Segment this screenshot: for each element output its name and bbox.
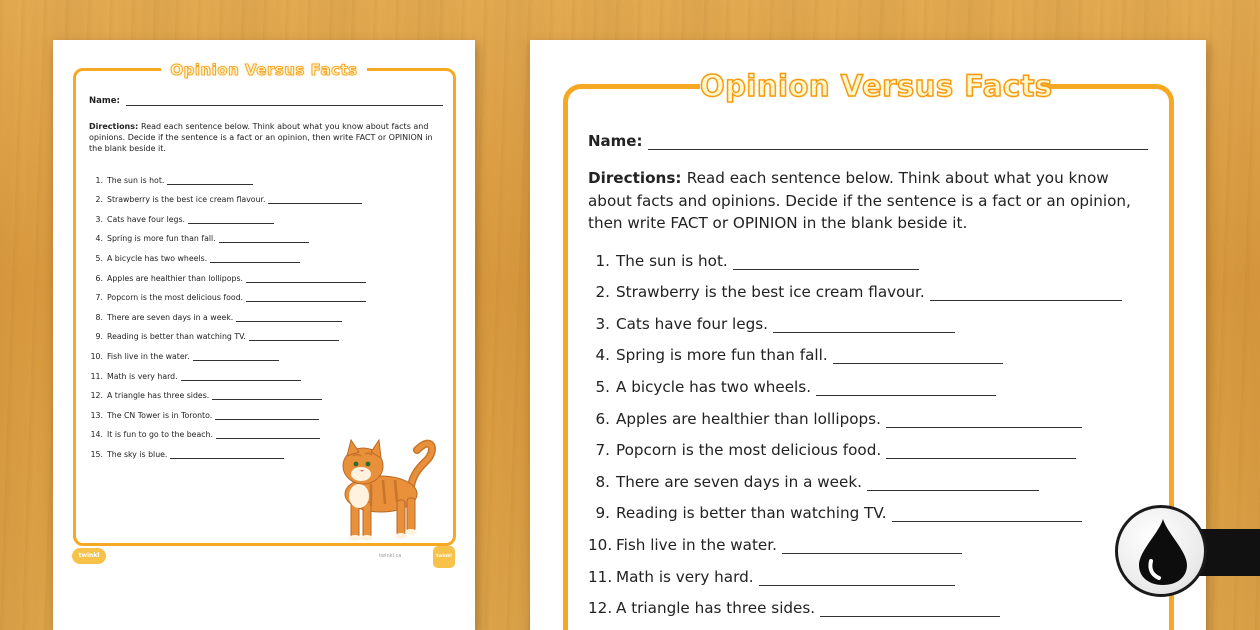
name-label: Name:: [89, 96, 120, 106]
question-item: 6. Apples are healthier than lollipops.: [588, 396, 1122, 428]
question-item: 4. Spring is more fun than fall.: [89, 224, 366, 244]
question-item: 11. Math is very hard.: [588, 554, 1122, 586]
answer-blank: [773, 332, 955, 333]
answer-blank: [892, 521, 1082, 522]
answer-blank: [249, 340, 339, 341]
answer-blank: [930, 300, 1122, 301]
question-item: 3. Cats have four legs.: [588, 301, 1122, 333]
answer-blank: [886, 458, 1076, 459]
footer-site-text: twinkl.ca: [379, 553, 402, 559]
question-list: [89, 165, 366, 459]
answer-blank: [215, 419, 319, 420]
question-item: 8. There are seven days in a week.: [588, 459, 1122, 491]
question-item: 4. Spring is more fun than fall.: [588, 333, 1122, 365]
answer-blank: [181, 380, 301, 381]
directions: [588, 167, 1148, 235]
name-line: [126, 105, 443, 106]
answer-blank: [167, 184, 253, 185]
worksheet-preview-small: [53, 40, 475, 630]
footer-badge: twinkl: [433, 546, 455, 568]
question-item: 7. Popcorn is the most delicious food.: [89, 283, 366, 303]
answer-blank: [733, 269, 919, 270]
question-item: 1. The sun is hot.: [588, 238, 1122, 270]
answer-blank: [188, 223, 274, 224]
question-item: 9. Reading is better than watching TV.: [588, 491, 1122, 523]
worksheet-title: Opinion Versus Facts: [700, 69, 1053, 103]
answer-blank: [816, 395, 996, 396]
directions-text: Read each sentence below. Think about what you know about facts and opinions. Decide if the sentence is a fact or an opinion, then write FACT or OPINION in the blank beside it.: [89, 122, 433, 153]
question-item: 2. Strawberry is the best ice cream flavour.: [588, 270, 1122, 302]
answer-blank: [759, 585, 955, 586]
worksheet-preview-large: [530, 40, 1206, 630]
answer-blank: [219, 242, 309, 243]
question-item: 14. It is fun to go to the beach.: [89, 420, 366, 440]
answer-blank: [210, 262, 300, 263]
ink-drop-icon: [1137, 517, 1189, 587]
name-line: [648, 149, 1148, 150]
answer-blank: [193, 360, 279, 361]
question-item: 1. The sun is hot.: [89, 165, 366, 185]
directions: [89, 121, 439, 154]
answer-blank: [833, 363, 1003, 364]
directions-label: Directions:: [89, 122, 141, 131]
question-item: 5. A bicycle has two wheels.: [89, 243, 366, 263]
question-item: 2. Strawberry is the best ice cream flavour.: [89, 185, 366, 205]
question-item: 9. Reading is better than watching TV.: [89, 322, 366, 342]
title-banner: [700, 66, 1053, 106]
answer-blank: [820, 616, 1000, 617]
answer-blank: [867, 490, 1039, 491]
name-field: [588, 132, 1148, 150]
question-item: 6. Apples are healthier than lollipops.: [89, 263, 366, 283]
worksheet-title: Opinion Versus Facts: [170, 61, 358, 79]
name-field: [89, 96, 443, 106]
answer-blank: [886, 427, 1082, 428]
directions-text: Read each sentence below. Think about what you know about facts and opinions. Decide if the sentence is a fact or an opinion, then write FACT or OPINION in the blank beside it.: [588, 169, 1131, 232]
answer-blank: [212, 399, 322, 400]
twinkl-logo: twinkl: [72, 548, 106, 564]
answer-blank: [246, 282, 366, 283]
directions-label: Directions:: [588, 169, 687, 187]
answer-blank: [782, 553, 962, 554]
question-item: 5. A bicycle has two wheels.: [588, 364, 1122, 396]
question-item: 8. There are seven days in a week.: [89, 302, 366, 322]
question-item: 3. Cats have four legs.: [89, 204, 366, 224]
question-item: 15. The sky is blue.: [89, 439, 366, 459]
answer-blank: [268, 203, 362, 204]
question-item: 10. Fish live in the water.: [588, 522, 1122, 554]
answer-blank: [236, 321, 342, 322]
question-item: 12. A triangle has three sides.: [588, 586, 1122, 618]
question-item: 10. Fish live in the water.: [89, 341, 366, 361]
cat-illustration: [299, 432, 439, 544]
name-label: Name:: [588, 132, 643, 150]
question-list: [588, 238, 1122, 617]
question-item: 13. The CN Tower is in Toronto.: [89, 400, 366, 420]
question-item: 7. Popcorn is the most delicious food.: [588, 428, 1122, 460]
answer-blank: [246, 301, 366, 302]
ink-saver-badge: [1115, 505, 1260, 600]
question-item: 12. A triangle has three sides.: [89, 381, 366, 401]
answer-blank: [170, 458, 284, 459]
question-item: 11. Math is very hard.: [89, 361, 366, 381]
title-banner: [161, 58, 367, 82]
